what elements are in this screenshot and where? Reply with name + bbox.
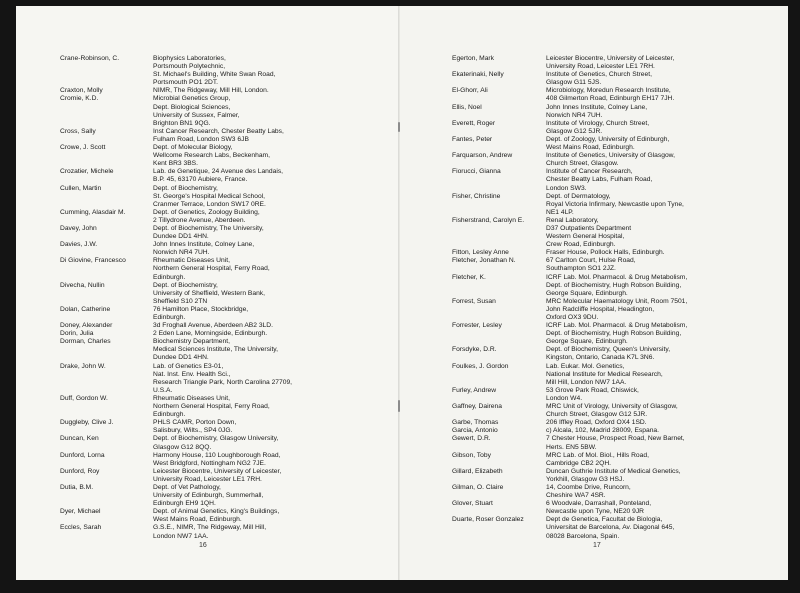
address-line: Chester Beatty Labs, Fulham Road,: [546, 176, 653, 184]
directory-entry: [60, 452, 402, 468]
directory-entry: [452, 152, 788, 168]
entry-address: [153, 168, 402, 184]
directory-entry: [60, 257, 402, 281]
entry-address: [153, 128, 402, 144]
directory-entry: [452, 136, 788, 152]
address-line: Dept de Genetica, Facultat de Biologia,: [546, 516, 663, 524]
address-line: MRC Unit of Virology, University of Glasgow,: [546, 403, 678, 411]
page-number: 17: [593, 542, 601, 549]
address-line: 2 Tillydrone Avenue, Aberdeen.: [153, 216, 246, 224]
address-line: NE1 4LP.: [546, 208, 574, 216]
entry-address: [153, 363, 402, 395]
address-line: Salisbury, Wilts., SP4 0JG.: [153, 427, 233, 435]
entry-name: Forrest, Susan: [452, 297, 496, 305]
directory-entry: [60, 419, 402, 435]
directory-entry: [60, 95, 402, 127]
entry-name: Egerton, Mark: [452, 55, 494, 62]
directory-entry: [60, 209, 402, 225]
address-line: Kingston, Ontario, Canada K7L 3N6.: [546, 354, 655, 362]
entry-name: Foulkes, J. Gordon: [452, 362, 509, 370]
entry-name: Fletcher, Jonathan N.: [452, 257, 516, 265]
entry-address: [546, 136, 788, 152]
address-line: 7 Chester House, Prospect Road, New Barnet,: [546, 435, 685, 443]
address-line: Edinburgh.: [153, 314, 186, 321]
directory-entry: [452, 249, 788, 257]
address-line: London SW3.: [546, 184, 587, 192]
entry-address: [546, 363, 788, 387]
entry-name: Duggleby, Clive J.: [60, 419, 114, 427]
directory-entry: [60, 168, 402, 184]
address-line: MRC Lab. of Mol. Biol., Hills Road,: [546, 451, 649, 459]
address-line: Portsmouth Polytechnic,: [153, 63, 226, 71]
address-line: U.S.A.: [153, 386, 173, 394]
address-line: Microbiology, Moredun Research Institute,: [546, 87, 671, 95]
entry-address: [546, 257, 788, 273]
entry-address: [153, 225, 402, 241]
entry-address: [546, 120, 788, 136]
address-line: Dept. of Biochemistry, Hugh Robson Building,: [546, 330, 682, 338]
entry-name: Crane-Robinson, C.: [60, 55, 120, 62]
address-line: Dept. Biological Sciences,: [153, 103, 231, 111]
entry-name: Duarte, Roser Gonzalez: [452, 516, 524, 524]
directory-entry: [452, 468, 788, 484]
address-line: Lab. de Genetique, 24 Avenue des Landais,: [153, 168, 284, 176]
entry-address: [153, 338, 402, 362]
address-line: Dept. of Zoology, University of Edinburgh,: [546, 135, 670, 143]
address-line: Herts. EN5 5BW.: [546, 443, 597, 451]
address-line: Dept. of Biochemistry, Glasgow University,: [153, 435, 279, 443]
directory-entry: [452, 217, 788, 249]
address-line: Royal Victoria Infirmary, Newcastle upon Tyne,: [546, 200, 684, 208]
address-line: Biochemistry Department,: [153, 338, 230, 346]
entry-address: [153, 87, 402, 95]
directory-entry: [452, 516, 788, 540]
entry-address: [153, 524, 402, 540]
entry-name: Gilman, O. Claire: [452, 483, 504, 491]
entry-address: [153, 95, 402, 127]
entry-name: Gaffney, Dairena: [452, 403, 502, 411]
address-line: Dept. of Animal Genetics, King's Buildings,: [153, 508, 280, 516]
address-line: Dept. of Genetics, Zoology Building,: [153, 208, 260, 216]
entry-address: [153, 452, 402, 468]
left-page: [16, 6, 402, 580]
directory-entry: [452, 71, 788, 87]
address-line: Lab. Eukar. Mol. Genetics,: [546, 362, 625, 370]
directory-entry: [60, 508, 402, 524]
entry-name: Forsdyke, D.R.: [452, 346, 497, 354]
address-line: 53 Grove Park Road, Chiswick,: [546, 386, 639, 394]
address-line: George Square, Edinburgh.: [546, 289, 628, 297]
directory-entry: [60, 241, 402, 257]
address-line: Fraser House, Pollock Halls, Edinburgh.: [546, 249, 665, 257]
address-line: PHLS CAMR, Porton Down,: [153, 419, 237, 427]
entry-name: Divecha, Nullin: [60, 281, 105, 289]
entry-name: Everett, Roger: [452, 119, 496, 127]
address-line: 6 Woodvale, Darrashall, Ponteland,: [546, 500, 652, 508]
directory-entry: [60, 363, 402, 395]
address-line: Mill Hill, London NW7 1AA.: [546, 378, 627, 386]
address-line: Cranmer Terrace, London SW17 0RE.: [153, 200, 266, 208]
address-line: Lab. of Genetics E3-01,: [153, 362, 224, 370]
address-line: Harmony House, 110 Loughborough Road,: [153, 451, 281, 459]
directory-list: [60, 55, 402, 541]
entry-address: [153, 330, 402, 338]
directory-entry: [452, 363, 788, 387]
entry-name: Dunford, Lorna: [60, 451, 105, 459]
address-line: Northern General Hospital, Ferry Road,: [153, 403, 270, 411]
address-line: B.P. 45, 63170 Aubiere, France.: [153, 176, 248, 184]
directory-entry: [60, 128, 402, 144]
directory-entry: [452, 500, 788, 516]
address-line: University of Sussex, Falmer,: [153, 111, 240, 119]
directory-entry: [60, 225, 402, 241]
entry-name: Eccles, Sarah: [60, 524, 102, 532]
address-line: 76 Hamilton Place, Stockbridge,: [153, 305, 249, 313]
address-line: 67 Carlton Court, Hulse Road,: [546, 257, 636, 265]
address-line: 2 Eden Lane, Morningside, Edinburgh.: [153, 330, 268, 338]
entry-name: Garcia, Antonio: [452, 427, 498, 435]
address-line: Dept. of Molecular Biology,: [153, 144, 233, 152]
address-line: Dept. of Biochemistry, Queen's University,: [546, 346, 671, 354]
address-line: Institute of Cancer Research,: [546, 168, 633, 176]
address-line: University of Sheffield, Western Bank,: [153, 289, 266, 297]
address-line: 3d Froghall Avenue, Aberdeen AB2 3LD.: [153, 322, 273, 330]
address-line: Microbial Genetics Group,: [153, 95, 231, 103]
address-line: Southampton SO1 2JZ.: [546, 265, 616, 273]
address-line: Norwich NR4 7UH.: [153, 249, 210, 257]
address-line: Northern General Hospital, Ferry Road,: [153, 265, 270, 273]
directory-entry: [452, 104, 788, 120]
binding-staple: [398, 400, 400, 412]
address-line: Newcastle upon Tyne, NE20 9JR: [546, 508, 645, 516]
address-line: Crew Road, Edinburgh.: [546, 241, 616, 249]
entry-address: [546, 193, 788, 217]
entry-address: [153, 282, 402, 306]
address-line: G.S.E., NIMR, The Ridgeway, Mill Hill,: [153, 524, 267, 532]
address-line: Dept. of Biochemistry, The University,: [153, 224, 264, 232]
entry-address: [546, 104, 788, 120]
address-line: Sheffield S10 2TN: [153, 297, 208, 305]
address-line: John Innes Institute, Colney Lane,: [153, 241, 255, 249]
address-line: Institute of Genetics, University of Glasgow,: [546, 152, 675, 160]
address-line: Duncan Guthrie Institute of Medical Genetics,: [546, 467, 681, 475]
entry-address: [153, 257, 402, 281]
entry-name: El-Ghorr, Ali: [452, 87, 488, 95]
address-line: Dept. of Vet Pathology,: [153, 483, 221, 491]
address-line: c) Alcala, 102, Madrid 28009, Espana.: [546, 427, 660, 435]
entry-name: Dorman, Charles: [60, 338, 111, 346]
address-line: Cambridge CB2 2QH.: [546, 459, 612, 467]
entry-name: Gibson, Toby: [452, 451, 491, 459]
address-line: John Radcliffe Hospital, Headington,: [546, 305, 655, 313]
address-line: Leicester Biocentre, University of Leicester,: [153, 467, 282, 475]
binding-staple: [398, 122, 400, 132]
directory-list: [452, 55, 788, 541]
address-line: St. George's Hospital Medical School,: [153, 192, 266, 200]
entry-address: [153, 55, 402, 87]
entry-name: Fiorucci, Gianna: [452, 168, 501, 176]
entry-address: [546, 403, 788, 419]
address-line: Institute of Virology, Church Street,: [546, 119, 650, 127]
directory-entry: [452, 168, 788, 192]
address-line: Church Street, Glasgow G12 5JR.: [546, 411, 648, 419]
entry-address: [153, 395, 402, 419]
entry-address: [546, 217, 788, 249]
directory-entry: [60, 306, 402, 322]
entry-name: Duff, Gordon W.: [60, 394, 108, 402]
address-line: Leicester Biocentre, University of Leicester,: [546, 55, 675, 62]
entry-name: Cross, Sally: [60, 127, 96, 135]
directory-entry: [452, 403, 788, 419]
entry-name: Crozatier, Michele: [60, 168, 114, 176]
address-line: Glasgow G12 8QQ.: [153, 443, 212, 451]
entry-name: Davies, J.W.: [60, 241, 98, 249]
address-line: Renal Laboratory,: [546, 216, 599, 224]
address-line: Church Street, Glasgow.: [546, 160, 619, 168]
directory-entry: [60, 282, 402, 306]
entry-address: [546, 500, 788, 516]
address-line: Norwich NR4 7UH.: [546, 111, 603, 119]
address-line: Biophysics Laboratories,: [153, 55, 226, 62]
directory-entry: [60, 484, 402, 508]
address-line: University Road, Leicester LE1 7RH.: [546, 63, 655, 71]
address-line: West Mains Road, Edinburgh.: [546, 144, 635, 152]
address-line: NIMR, The Ridgeway, Mill Hill, London.: [153, 87, 269, 95]
entry-address: [546, 55, 788, 71]
address-line: Nat. Inst. Env. Health Sci.,: [153, 370, 231, 378]
directory-entry: [452, 55, 788, 71]
directory-entry: [60, 55, 402, 87]
address-line: 206 Iffley Road, Oxford OX4 1SD.: [546, 419, 647, 427]
entry-name: Davey, John: [60, 224, 97, 232]
entry-address: [153, 435, 402, 451]
entry-address: [546, 298, 788, 322]
entry-address: [153, 241, 402, 257]
address-line: 14, Coombe Drive, Runcorn,: [546, 483, 631, 491]
address-line: Medical Sciences Institute, The University,: [153, 346, 279, 354]
address-line: Portsmouth PO1 2DT.: [153, 79, 219, 87]
entry-address: [153, 508, 402, 524]
entry-name: Di Giovine, Francesco: [60, 257, 126, 265]
address-line: Kent BR3 3BS.: [153, 160, 198, 168]
entry-name: Dolan, Catherine: [60, 305, 111, 313]
page-number: 16: [199, 542, 207, 549]
address-line: Cheshire WA7 4SR.: [546, 492, 606, 500]
entry-address: [546, 387, 788, 403]
directory-entry: [60, 144, 402, 168]
entry-name: Furley, Andrew: [452, 386, 497, 394]
directory-entry: [60, 395, 402, 419]
address-line: MRC Molecular Haematology Unit, Room 7501,: [546, 297, 688, 305]
directory-entry: [60, 435, 402, 451]
entry-address: [153, 322, 402, 330]
entry-address: [153, 185, 402, 209]
directory-entry: [452, 257, 788, 273]
address-line: Dundee DD1 4HN.: [153, 354, 209, 362]
entry-address: [153, 468, 402, 484]
address-line: Dept. of Biochemistry,: [153, 184, 218, 192]
directory-entry: [452, 484, 788, 500]
entry-address: [546, 87, 788, 103]
entry-name: Dutia, B.M.: [60, 483, 94, 491]
entry-name: Crowe, J. Scott: [60, 144, 106, 152]
entry-address: [153, 144, 402, 168]
entry-name: Ellis, Noel: [452, 103, 482, 111]
address-line: George Square, Edinburgh.: [546, 338, 628, 346]
directory-entry: [452, 435, 788, 451]
address-line: Institute of Genetics, Church Street,: [546, 71, 652, 79]
entry-address: [546, 274, 788, 298]
entry-name: Glover, Stuart: [452, 500, 493, 508]
address-line: ICRF Lab. Mol. Pharmacol. & Drug Metabolism,: [546, 273, 688, 281]
address-line: Dept. of Dermatology,: [546, 192, 611, 200]
directory-entry: [60, 185, 402, 209]
entry-address: [546, 435, 788, 451]
address-line: University of Edinburgh, Summerhall,: [153, 492, 264, 500]
directory-entry: [452, 322, 788, 346]
entry-name: Farquarson, Andrew: [452, 152, 513, 160]
directory-entry: [452, 387, 788, 403]
directory-entry: [452, 298, 788, 322]
entry-name: Drake, John W.: [60, 362, 106, 370]
address-line: Glasgow G12 5JR.: [546, 127, 603, 135]
address-line: Rheumatic Diseases Unit,: [153, 257, 230, 265]
entry-name: Garbe, Thomas: [452, 419, 499, 427]
address-line: London NW7 1AA.: [153, 532, 209, 540]
address-line: ICRF Lab. Mol. Pharmacol. & Drug Metabolism,: [546, 322, 688, 330]
address-line: Edinburgh.: [153, 411, 186, 419]
entry-address: [546, 419, 788, 427]
entry-name: Fantes, Peter: [452, 135, 493, 143]
entry-address: [546, 427, 788, 435]
directory-entry: [452, 193, 788, 217]
entry-address: [153, 484, 402, 508]
address-line: Rheumatic Diseases Unit,: [153, 394, 230, 402]
entry-address: [546, 468, 788, 484]
entry-address: [153, 306, 402, 322]
entry-address: [546, 322, 788, 346]
entry-address: [546, 249, 788, 257]
address-line: Dept. of Biochemistry,: [153, 281, 218, 289]
entry-name: Forrester, Lesley: [452, 322, 502, 330]
directory-entry: [452, 427, 788, 435]
directory-entry: [452, 274, 788, 298]
entry-name: Dunford, Roy: [60, 467, 100, 475]
entry-name: Cullen, Martin: [60, 184, 102, 192]
address-line: 08028 Barcelona, Spain.: [546, 532, 620, 540]
entry-address: [546, 484, 788, 500]
entry-name: Ekaterinaki, Nelly: [452, 71, 504, 79]
address-line: National Institute for Medical Research,: [546, 370, 663, 378]
directory-entry: [60, 524, 402, 540]
address-line: London W4.: [546, 394, 583, 402]
directory-entry: [60, 87, 402, 95]
address-line: Universitat de Barcelona, Av. Diagonal 645,: [546, 524, 675, 532]
address-line: University Road, Leicester LE1 7RH.: [153, 475, 262, 483]
address-line: West Bridgford, Nottingham NG2 7JE.: [153, 459, 266, 467]
right-page: [400, 6, 788, 580]
directory-entry: [452, 419, 788, 427]
entry-name: Duncan, Ken: [60, 435, 99, 443]
directory-entry: [60, 468, 402, 484]
entry-name: Craxton, Molly: [60, 87, 103, 95]
entry-name: Fletcher, K.: [452, 273, 486, 281]
directory-entry: [452, 120, 788, 136]
address-line: Oxford OX3 9DU.: [546, 314, 599, 321]
entry-address: [546, 452, 788, 468]
entry-address: [546, 168, 788, 192]
address-line: Edinburgh EH9 1QH.: [153, 500, 216, 508]
entry-name: Fisherstrand, Carolyn E.: [452, 216, 525, 224]
directory-entry: [60, 322, 402, 330]
address-line: Inst Cancer Research, Chester Beatty Labs,: [153, 127, 284, 135]
entry-name: Cumming, Alasdair M.: [60, 208, 126, 216]
address-line: West Mains Road, Edinburgh.: [153, 516, 242, 524]
address-line: 408 Gilmerton Road, Edinburgh EH17 7JH.: [546, 95, 675, 103]
address-line: Research Triangle Park, North Carolina 27709,: [153, 378, 293, 386]
entry-name: Gillard, Elizabeth: [452, 467, 503, 475]
directory-entry: [60, 330, 402, 338]
entry-name: Dorin, Julia: [60, 330, 94, 338]
address-line: Wellcome Research Labs, Beckenham,: [153, 152, 270, 160]
entry-name: Fisher, Christine: [452, 192, 501, 200]
directory-entry: [452, 452, 788, 468]
address-line: Dundee DD1 4HN.: [153, 233, 209, 241]
entry-address: [546, 516, 788, 540]
entry-address: [546, 152, 788, 168]
entry-name: Fitton, Lesley Anne: [452, 249, 509, 257]
entry-name: Gewert, D.R.: [452, 435, 491, 443]
address-line: Western General Hospital,: [546, 233, 625, 241]
address-line: Glasgow G11 5JS.: [546, 79, 602, 87]
address-line: Edinburgh.: [153, 273, 186, 281]
entry-name: Cromie, K.D.: [60, 95, 99, 103]
address-line: Brighton BN1 9QG.: [153, 119, 211, 127]
entry-address: [153, 209, 402, 225]
address-line: Fulham Road, London SW3 6JB: [153, 135, 249, 143]
directory-entry: [60, 338, 402, 362]
address-line: D37 Outpatients Department: [546, 224, 632, 232]
entry-address: [153, 419, 402, 435]
address-line: Dept. of Biochemistry, Hugh Robson Building,: [546, 281, 682, 289]
address-line: Yorkhill, Glasgow G3 HSJ.: [546, 475, 625, 483]
entry-name: Dyer, Michael: [60, 508, 101, 516]
entry-address: [546, 346, 788, 362]
entry-name: Doney, Alexander: [60, 322, 113, 330]
address-line: John Innes Institute, Colney Lane,: [546, 103, 648, 111]
entry-address: [546, 71, 788, 87]
directory-entry: [452, 87, 788, 103]
address-line: St. Michael's Building, White Swan Road,: [153, 71, 276, 79]
directory-entry: [452, 346, 788, 362]
